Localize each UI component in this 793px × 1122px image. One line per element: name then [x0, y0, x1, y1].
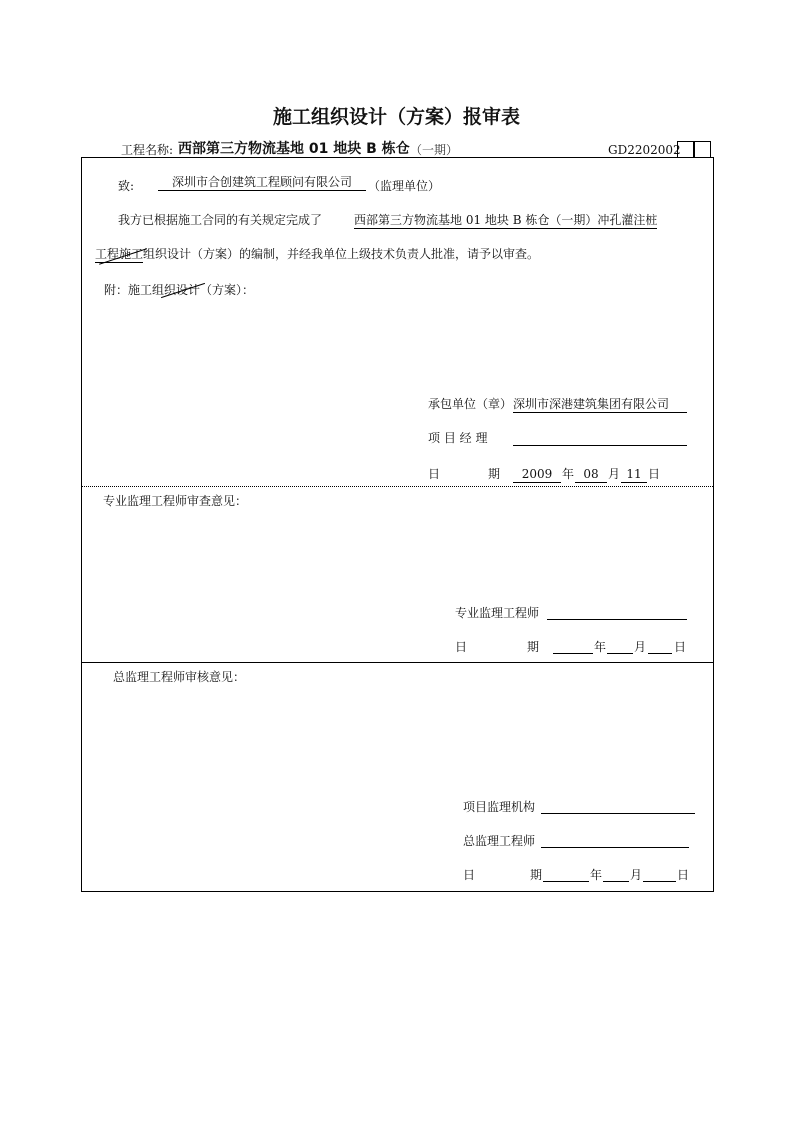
month-value: 08	[575, 466, 607, 483]
project-name: 西部第三方物流基地 01 地块 B 栋仓	[178, 141, 410, 157]
para-line2: 组织设计（方案）的编制，并经我单位上级技术负责人批准，请予以审查。	[143, 247, 540, 261]
chief-label: 总监理工程师	[463, 834, 536, 848]
month-unit: 月	[634, 640, 647, 654]
to-label: 致:	[118, 179, 135, 193]
project-label: 工程名称:	[121, 143, 174, 157]
day-line	[648, 653, 672, 654]
manager-signature-line	[513, 445, 687, 446]
year-line	[553, 653, 593, 654]
to-role: （监理单位）	[368, 179, 441, 193]
form-table	[81, 157, 714, 892]
date-label: 日	[455, 640, 468, 654]
approval-heading: 总监理工程师审核意见：	[113, 670, 246, 684]
para-line2-underlined: 工程施工	[95, 247, 144, 261]
year-value: 2009	[513, 466, 561, 483]
to-company: 深圳市合创建筑工程顾问有限公司	[158, 174, 366, 191]
contractor-label: 承包单位（章）	[428, 397, 513, 411]
engineer-label: 专业监理工程师	[455, 606, 540, 620]
month-line	[607, 653, 633, 654]
date-label: 日	[463, 868, 476, 882]
form-code: GD2202002	[608, 143, 681, 157]
attachment-label: 附：施工组织设计（方案）：	[104, 283, 255, 297]
contractor-name: 深圳市深港建筑集团有限公司	[513, 396, 687, 413]
date-label: 期	[527, 640, 540, 654]
date-label: 日	[428, 467, 441, 481]
org-signature-line	[541, 813, 695, 814]
form-title: 施工组织设计（方案）报审表	[272, 106, 520, 128]
manager-label: 项 目 经 理	[428, 431, 488, 445]
project-phase: （一期）	[410, 143, 459, 157]
day-value: 11	[621, 466, 647, 483]
code-box	[677, 141, 694, 158]
divider-dotted	[81, 486, 713, 487]
year-unit: 年	[594, 640, 607, 654]
engineer-signature-line	[547, 619, 687, 620]
day-unit: 日	[674, 640, 687, 654]
para-prefix: 我方已根据施工合同的有关规定完成了	[118, 213, 323, 227]
day-line	[643, 881, 676, 882]
month-unit: 月	[608, 467, 621, 481]
day-unit: 日	[677, 868, 690, 882]
code-box	[694, 141, 711, 158]
year-unit: 年	[562, 467, 575, 481]
day-unit: 日	[648, 467, 661, 481]
para-project: 西部第三方物流基地 01 地块 B 栋仓（一期）冲孔灌注桩	[354, 213, 658, 227]
date-label: 期	[488, 467, 501, 481]
chief-signature-line	[541, 847, 689, 848]
month-unit: 月	[630, 868, 643, 882]
month-line	[603, 881, 629, 882]
review-heading: 专业监理工程师审查意见：	[103, 494, 248, 508]
org-label: 项目监理机构	[463, 800, 536, 814]
date-label: 期	[530, 868, 543, 882]
year-unit: 年	[590, 868, 603, 882]
divider	[81, 662, 713, 663]
year-line	[543, 881, 589, 882]
